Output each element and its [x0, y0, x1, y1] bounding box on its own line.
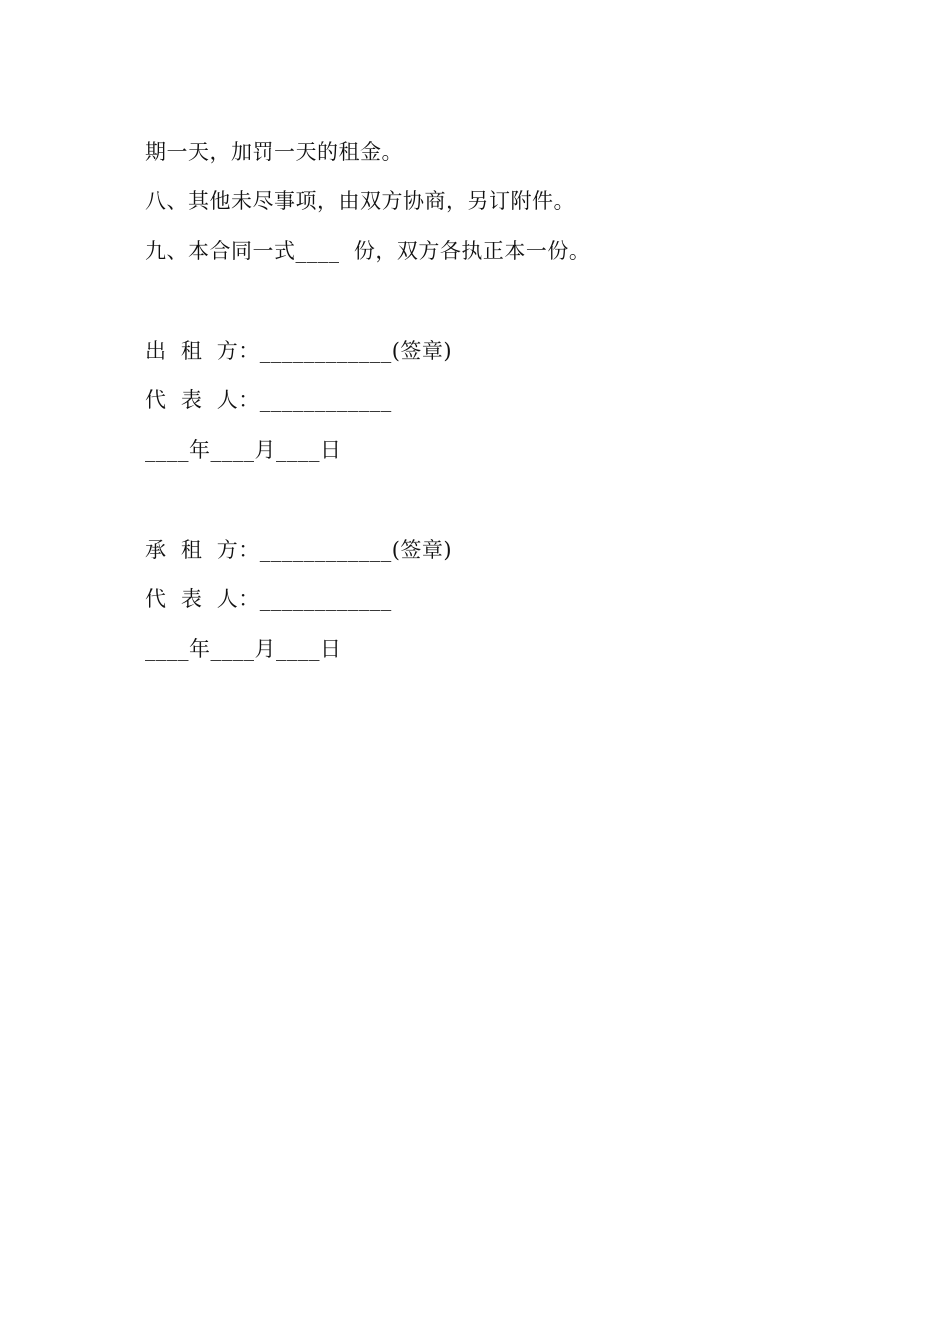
- clause-8: 八、其他未尽事项，由双方协商，另订附件。: [145, 189, 575, 213]
- lessee-representative-line: 代 表 人：____________: [145, 587, 392, 611]
- lessor-date-line: ____年____月____日: [145, 438, 342, 462]
- clause-9: 九、本合同一式____ 份，双方各执正本一份。: [145, 239, 591, 263]
- lessee-party-line: 承 租 方：____________(签章): [145, 538, 453, 562]
- clause-7-continuation: 期一天，加罚一天的租金。: [145, 140, 403, 164]
- lessor-party-line: 出 租 方：____________(签章): [145, 339, 453, 363]
- lessor-representative-line: 代 表 人：____________: [145, 388, 392, 412]
- lessee-date-line: ____年____月____日: [145, 637, 342, 661]
